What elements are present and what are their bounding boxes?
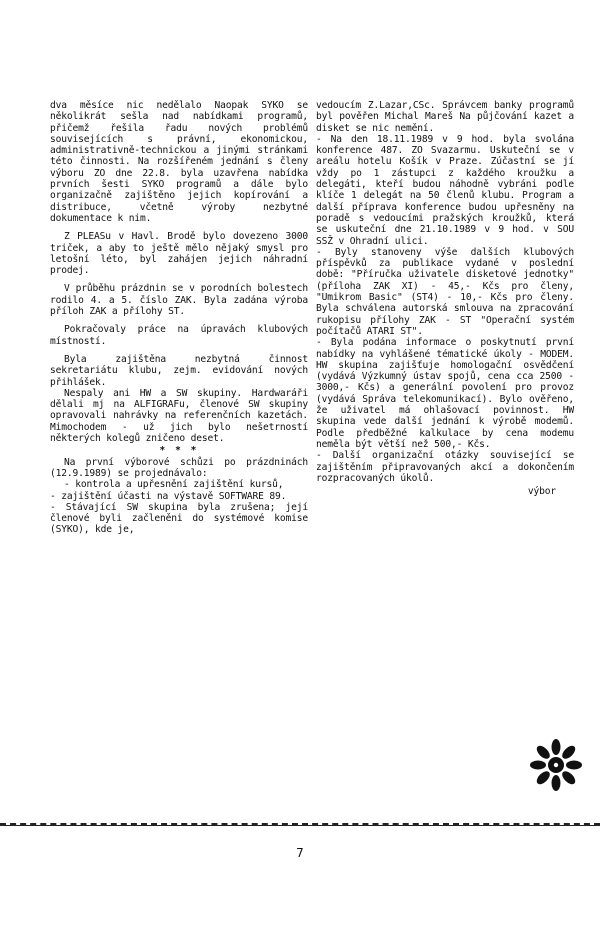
list-item: - Byly stanoveny výše dalších klubových příspěvků za publikace vydané v poslední době: "Příručka uživatele disketové jednotky" (příloha ZAK XI) - 45,- Kčs pro členy, "Umikrom Basic" (ST4) - 10,- Kčs pro členy. Byla schválena autorská smlouva na zpracování rukopisu přílohy ZAK - ST "Operační systém počítačů ATARI ST". — [316, 246, 574, 337]
list-item: - Další organizační otázky související se zajištěním připravovaných akcí a dokončením rozpracovaných úkolů. — [316, 450, 574, 484]
list-item: - Stávající SW skupina byla zrušena; její členové byli začleněni do systémové komise (SYKO), kde je, — [50, 501, 308, 536]
paragraph: vedoucím Z.Lazar,CSc. Správcem banky programů byl pověřen Michal Mareš Na půjčování kazet a disket se nic nemění. — [316, 100, 574, 134]
list-item: - Byla podána informace o poskytnutí první nabídky na vyhlášené tématické úkoly - MODEM. HW skupina zajišťuje homologační osvědčení (vydává Výzkumný ústav spojů, cena cca 2500 - 3000,- Kčs) a generální povolení pro provoz (vydává Správa telekomunikací). Bylo ověřeno, že uživatel má ohlašovací povinnost. HW skupina vede další jednání k výrobě modemů. Podle předběžné kalkulace by cena modemu neměla být větší než 500,- Kčs. — [316, 337, 574, 450]
paragraph: V průběhu prázdnin se v porodních bolestech rodilo 4. a 5. číslo ZAK. Byla zadána výroba příloh ZAK a přílohy ST. — [50, 283, 308, 318]
list-item: - zajištění účasti na výstavě SOFTWARE 89. — [50, 490, 287, 502]
divider — [0, 823, 600, 826]
list-item: - kontrola a upřesnění zajištění kursů, — [64, 479, 284, 491]
paragraph: Na první výborové schůzi po prázdninách (12.9.1989) se projednávalo: — [50, 456, 308, 479]
paragraph: Pokračovaly práce na úpravách klubových místností. — [50, 324, 308, 347]
paragraph: Byla zajištěna nezbytná činnost sekretariátu klubu, zejm. evidování nových přihlášek. — [50, 353, 308, 388]
signature: výbor — [527, 486, 556, 498]
left-column — [50, 100, 308, 536]
right-column — [316, 100, 574, 497]
paragraph: dva měsíce nic nedělalo Naopak SYKO se několikrát sešla nad nabídkami programů, přičemž řešila řadu nových problémů souvisejících s právní, ekonomickou, administrativně-technickou a jinými stránkami této činnosti. Na rozšířeném jednání s členy výboru ZO dne 22.8. byla uzavřena nabídka prvních šesti SYKO programů a dále bylo organizačně zajištěno jejich kopírování a distribuce, včetně výroby nezbytné dokumentace k nim. — [50, 100, 308, 224]
page-number: 7 — [296, 846, 304, 860]
paragraph: Nespaly ani HW a SW skupiny. Hardwaráři dělali mj na ALFIGRAFu, členové SW skupiny opravovali nahrávky na referenčních kazetách. Mimochodem - už jich bylo nešetrností některých kolegů zničeno deset. — [50, 387, 308, 445]
list-item: - Na den 18.11.1989 v 9 hod. byla svolána konference 487. ZO Svazarmu. Uskuteční se v areálu hotelu Košík v Praze. Zúčastní se jí vždy po 1 zástupci z každého kroužku a delegáti, kteří budou náhodně vybráni podle klíče 1 delegát na 50 členů klubu. Program a další příprava konference budou upřesněny na poradě s vedoucími pražských kroužků, která se uskuteční dne 21.10.1989 v 9 hod. v SOU SSŽ v Ohradní ulici. — [316, 133, 574, 247]
paragraph: Z PLEASu v Havl. Brodě bylo dovezeno 3000 triček, a aby to ještě mělo nějaký smysl pro letošní léto, byl zahájen jejich náhradní prodej. — [50, 231, 308, 277]
asterisk-flower-icon — [530, 738, 582, 792]
section-separator: * * * — [159, 445, 199, 457]
